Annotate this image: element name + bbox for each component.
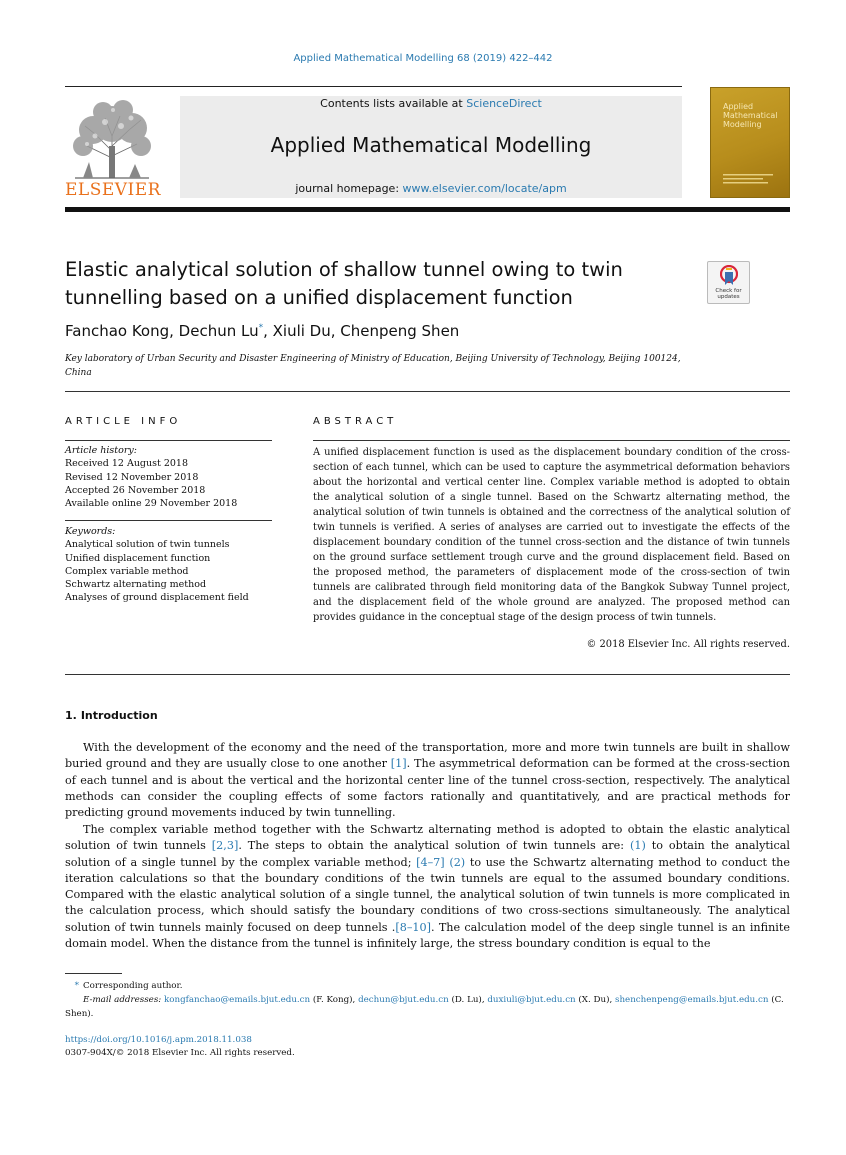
header-bottom-rule [65,207,790,212]
footnote-emails: E-mail addresses: kongfanchao@emails.bjut.edu.cn (F. Kong), dechun@bjut.edu.cn (D. Lu), duxiuli@bjut.edu.cn (X. Du), shenchenpeng@emails.bjut.edu.cn (C. Shen). [65,995,784,1019]
divider [313,440,790,441]
journal-reference[interactable]: Applied Mathematical Modelling 68 (2019) 422–442 [293,53,553,64]
doi-link[interactable]: https://doi.org/10.1016/j.apm.2018.11.038 [65,1035,252,1045]
intro-paragraph: With the development of the economy and the need of the transportation, more and more twin tunnels are built in shallow buried ground and they are usually close to one another [1]. The asymmetrical deformation can be formed at the cross-section of each tunnel and is about the vertical and the horizontal center line of the tunnel cross-section, respectively. The analytical methods can consider the coupling effects of some factors rationally and quantitatively, and are practical methods for predicting ground movements induced by twin tunnelling. [65,741,790,820]
homepage-prefix: journal homepage: [295,182,403,195]
abstract-heading: ABSTRACT [313,416,398,427]
email-label: E-mail addresses: [83,995,162,1005]
section-number: 1. [65,709,77,722]
contents-line [180,97,682,110]
email-link[interactable]: shenchenpeng@emails.bjut.edu.cn [615,995,769,1005]
keyword-item: Unified displacement function [65,552,211,564]
section-title: Introduction [80,709,158,722]
history-item: Revised 12 November 2018 [65,471,199,483]
footnote-corresponding [65,980,790,994]
citation-link[interactable]: [8–10] [395,920,432,934]
header-top-rule [65,86,682,87]
cover-decoration [723,174,783,186]
citation-link[interactable]: [4–7] [416,855,445,869]
author-list [65,322,459,340]
footnote-rule [65,973,122,974]
keywords [65,525,272,605]
bookmark-icon [720,265,738,287]
keyword-item: Analytical solution of twin tunnels [65,539,230,551]
authors-rest: , Xiuli Du, Chenpeng Shen [263,322,460,340]
check-for-updates-label: Check for updates [715,288,742,300]
email-link[interactable]: dechun@bjut.edu.cn [358,995,449,1005]
issn-line: 0307-904X/© 2018 Elsevier Inc. All rights reserved. [65,1048,295,1058]
divider [65,440,272,441]
check-for-updates-button[interactable] [707,261,750,304]
sciencedirect-link[interactable]: ScienceDirect [466,97,542,110]
citation-link[interactable]: [2,3] [211,839,239,853]
article-info-heading: ARTICLE INFO [65,416,182,427]
cover-title: Applied Mathematical Modelling [723,102,778,129]
journal-title: Applied Mathematical Modelling [270,133,592,157]
keyword-item: Complex variable method [65,565,189,577]
corresponding-label: Corresponding author. [83,981,183,991]
intro-paragraph: The complex variable method together with the Schwartz alternating method is adopted to obtain the elastic analytical solution of twin tunnels [2,3]. The steps to obtain the analytical solution of twin tunnels are: (1) to obtain the analytical solution of a single tunnel by the complex variable method; [4–7] (2) to use the Schwartz alternating method to conduct the iteration calculations so that the boundary conditions of the twin tunnels are equal to the assumed boundary conditions. Compared with the elastic analytical solution of a single tunnel, the analytical solution of twin tunnels is more complicated in the calculation process, which should satisfy the boundary conditions of two cross-sections simultaneously. The analytical solution of twin tunnels mainly focused on deep tunnels .[8–10]. The calculation model of the deep single tunnel is an infinite domain model. When the distance from the tunnel is infinitely large, the stress boundary condition is equal to the [65,823,790,951]
email-link[interactable]: kongfanchao@emails.bjut.edu.cn [163,995,311,1005]
section-heading [65,709,162,722]
publisher-wordmark: ELSEVIER [65,180,161,200]
footnote-mark: * [74,981,79,991]
keywords-label: Keywords: [65,526,116,537]
citation-link[interactable]: (1) [629,839,646,853]
article-history [65,444,272,510]
contents-prefix: Contents lists available at [320,97,467,110]
keyword-item: Schwartz alternating method [65,579,207,591]
divider [65,391,790,392]
homepage-link[interactable]: www.elsevier.com/locate/apm [402,182,567,195]
divider [65,520,272,521]
authors-first: Fanchao Kong, Dechun Lu [65,322,259,340]
email-link[interactable]: duxiuli@bjut.edu.cn [487,995,576,1005]
history-label: Article history: [65,445,137,456]
abstract-copyright: © 2018 Elsevier Inc. All rights reserved. [586,639,790,650]
citation-link[interactable]: (2) [449,855,466,869]
history-item: Available online 29 November 2018 [65,498,238,510]
citation-link[interactable]: [1] [390,757,407,771]
article-title: Elastic analytical solution of shallow tunnel owing to twin tunnelling based on a unified displacement function [65,258,623,309]
corresponding-author-mark[interactable]: * [258,323,264,333]
history-item: Accepted 26 November 2018 [65,484,206,496]
journal-cover-thumbnail[interactable] [710,87,790,198]
history-item: Received 12 August 2018 [65,458,189,470]
abstract-body: A unified displacement function is used as the displacement boundary condition of the cross-section of each tunnel, which can be used to capture the asymmetrical deformation behaviors about the horizontal and vertical center line. Complex variable method is adopted to obtain the analytical solution of a single tunnel. Based on the Schwartz alternating method, the analytical solution of twin tunnels is obtained and the correctness of the analytical solution of twin tunnels is verified. A series of analyses are carried out to investigate the effects of the displacement boundary condition of the tunnel cross-section and the distance of twin tunnels on the ground surface settlement trough curve and the ground displacement field. Based on the proposed method, the parameters of displacement mode of the cross-section of twin tunnels are calibrated through field monitoring data of the Bangkok Subway Tunnel project, and the displacement field of the whole ground are analyzed. The proposed method can provides guidance in the conceptual stage of the design process of twin tunnels. [313,447,790,623]
affiliation: Key laboratory of Urban Security and Disaster Engineering of Ministry of Education, Beijing University of Technology, Beijing 100124, China [65,354,681,378]
homepage-line [180,182,682,195]
keyword-item: Analyses of ground displacement field [65,592,249,604]
divider [65,674,790,675]
